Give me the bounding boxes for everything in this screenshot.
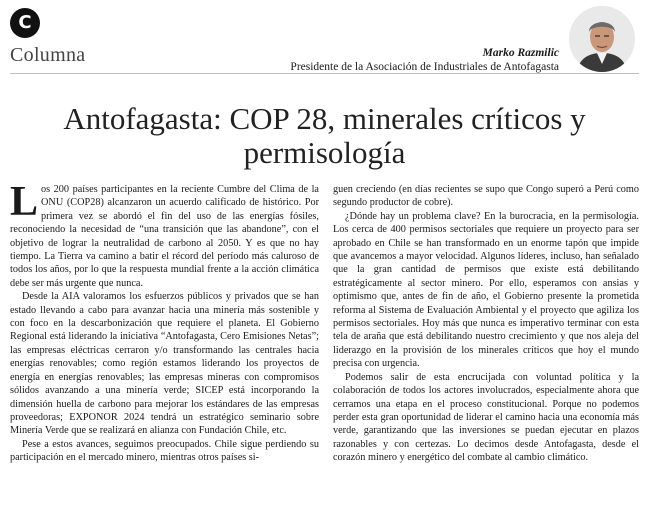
section-label: Columna — [10, 44, 86, 66]
author-byline — [290, 46, 559, 74]
paragraph: Desde la AIA valoramos los esfuerzos públicos y privados que se han estado llevando a cabo para avanzar hacia una minería más sostenible y con foco en la descarbonización que requiere el planeta. El Gobierno Regional está liderando la iniciativa “Antofagasta, Cero Emisiones Netas”; las empresas eléctricas cerraron y/o transformando las centrales hacia energías renovables; como región estamos liderando los proyectos de energía en energías renovables; las empresas mineras con compromisos sólidos avanzando a una minería verde; SICEP está incorporando la dimensión huella de carbono para mejorar los estándares de las empresas proveedoras; EXPONOR 2024 tendrá un estratégico seminario sobre Minería Verde que se realizará en alianza con Fundación Chile, etc. — [10, 291, 319, 437]
header-divider — [10, 73, 639, 74]
article-column-1 — [10, 179, 319, 465]
paragraph: Podemos salir de esta encrucijada con voluntad política y la colaboración de todos los actores involucrados, especialmente ahora que cerramos una etapa en el proceso constitucional. Porque no podemos perder esta gran oportunidad de liderar el camino hacia una economía más verde, garantizando que las inversiones se puedan ejecutar en plazos razonables y con certezas. Lo decimos desde Antofagasta, desde el corazón minero y energético del combate al cambio climático. — [333, 371, 639, 464]
author-name: Marko Razmilic — [482, 47, 559, 59]
author-portrait-icon — [569, 6, 635, 72]
drop-cap: L — [10, 179, 39, 225]
paragraph: ¿Dónde hay un problema clave? En la burocracia, en la permisología. Los cerca de 400 permisos sectoriales que requiere un proyecto para ser aprobado en Chile se han transformado en un enorme tapón que impide que avancemos a mayor velocidad. Algunos líderes, incluso, han señalado que la gran cantidad de permisos que existe está debilitando estratégicamente al sector minero. Por ello, esperamos con ansias y optimismo que, antes de fin de año, el Gobierno presente la prometida reforma al Sistema de Evaluación Ambiental y el proyecto que agiliza los permisos sectoriales. Hoy más que nunca es imperativo terminar con esta tela de araña que está debilitando nuestro crecimiento y que nos aleja del liderazgo en la provisión de los minerales críticos que hoy el mundo precisa con urgencia. — [333, 210, 639, 370]
column-logo: C — [10, 8, 40, 38]
paragraph: guen creciendo (en días recientes se supo que Congo superó a Perú como segundo productor de cobre). — [333, 184, 639, 209]
author-title: Presidente de la Asociación de Industriales de Antofagasta — [290, 61, 559, 73]
article-column-2 — [333, 183, 639, 465]
headline: Antofagasta: COP 28, minerales críticos y permisología — [63, 101, 586, 170]
author-photo — [569, 6, 635, 72]
paragraph: Los 200 países participantes en la reciente Cumbre del Clima de la ONU (COP28) alcanzaron un acuerdo calificado de histórico. Por primera vez se abordó el fin del uso de las energías fósiles, reconociendo la necesidad de “una transición que las abandone”, con el objetivo de lograr la neutralidad de carbono al 2050. Y es que no hay tiempo. La Tierra va camino a batir el récord del período más caluroso de todos los años, por lo que la respuesta mundial frente a la acción climática debe ser más urgente que nunca. — [10, 179, 319, 289]
paragraph: Pese a estos avances, seguimos preocupados. Chile sigue perdiendo su participación en el mercado minero, mientras otros países si- — [10, 438, 319, 464]
